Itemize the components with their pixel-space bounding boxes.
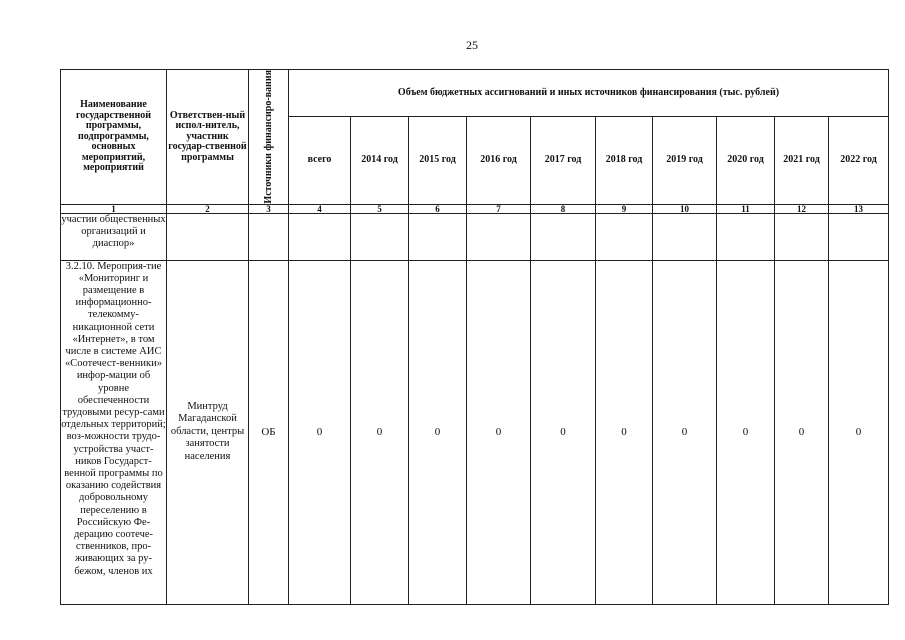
column-number: 13	[829, 204, 889, 213]
row-value: 0	[467, 260, 531, 604]
column-number: 7	[467, 204, 531, 213]
row-value: 0	[775, 260, 829, 604]
row-value	[829, 213, 889, 260]
row-value: 0	[351, 260, 409, 604]
row-value	[351, 213, 409, 260]
column-number: 12	[775, 204, 829, 213]
header-source: Источники финансиро-вания	[262, 70, 274, 204]
row-executor: Минтруд Магаданской области, центры занятости населения	[167, 260, 249, 604]
column-number: 11	[717, 204, 775, 213]
header-year: 2019 год	[653, 116, 717, 204]
column-number: 10	[653, 204, 717, 213]
header-year: 2015 год	[409, 116, 467, 204]
row-value	[531, 213, 596, 260]
table-row	[61, 260, 889, 604]
row-value	[409, 213, 467, 260]
row-value	[289, 213, 351, 260]
row-value	[775, 213, 829, 260]
column-number: 4	[289, 204, 351, 213]
page-number: 25	[466, 38, 478, 52]
row-value	[467, 213, 531, 260]
header-year: 2016 год	[467, 116, 531, 204]
row-source	[249, 213, 289, 260]
header-year: 2014 год	[351, 116, 409, 204]
header-year: 2018 год	[596, 116, 653, 204]
row-value: 0	[717, 260, 775, 604]
header-name: Наименование государственной программы, подпрограммы, основных мероприятий, мероприятий	[61, 70, 167, 205]
table-row	[61, 213, 889, 260]
row-value	[653, 213, 717, 260]
row-value: 0	[409, 260, 467, 604]
header-total: всего	[289, 116, 351, 204]
row-value: 0	[596, 260, 653, 604]
header-year: 2022 год	[829, 116, 889, 204]
row-name: участии общественных организаций и диаспор»	[61, 213, 167, 260]
column-number: 8	[531, 204, 596, 213]
row-value: 0	[531, 260, 596, 604]
header-source-cell	[249, 70, 289, 205]
row-value	[596, 213, 653, 260]
header-volume: Объем бюджетных ассигнований и иных источников финансирования (тыс. рублей)	[289, 70, 889, 117]
column-number: 2	[167, 204, 249, 213]
column-number: 6	[409, 204, 467, 213]
row-value	[717, 213, 775, 260]
row-value: 0	[289, 260, 351, 604]
header-year: 2020 год	[717, 116, 775, 204]
column-number: 3	[249, 204, 289, 213]
header-year: 2017 год	[531, 116, 596, 204]
row-executor	[167, 213, 249, 260]
row-source: ОБ	[249, 260, 289, 604]
column-number: 5	[351, 204, 409, 213]
header-executor: Ответствен-ный испол-нитель, участник государ-ственной программы	[167, 70, 249, 205]
header-year: 2021 год	[775, 116, 829, 204]
column-number-row	[61, 204, 889, 213]
row-name: 3.2.10. Мероприя-тие «Мониторинг и размещение в информационно-телекомму-никационной сети «Интернет», в том числе в системе АИС «Соотечест-венники» инфор-мации об уровне обеспеченности трудовыми ресур-сами отдельных территорий; воз-можности трудо-устройства участ-ников Государст-венной программы по оказанию содействия добровольному переселению в Российскую Фе-дерацию соотече-ственников, про-живающих за ру-бежом, членов их	[61, 260, 167, 604]
budget-table	[60, 69, 889, 605]
column-number: 9	[596, 204, 653, 213]
column-number: 1	[61, 204, 167, 213]
row-value: 0	[653, 260, 717, 604]
row-value: 0	[829, 260, 889, 604]
